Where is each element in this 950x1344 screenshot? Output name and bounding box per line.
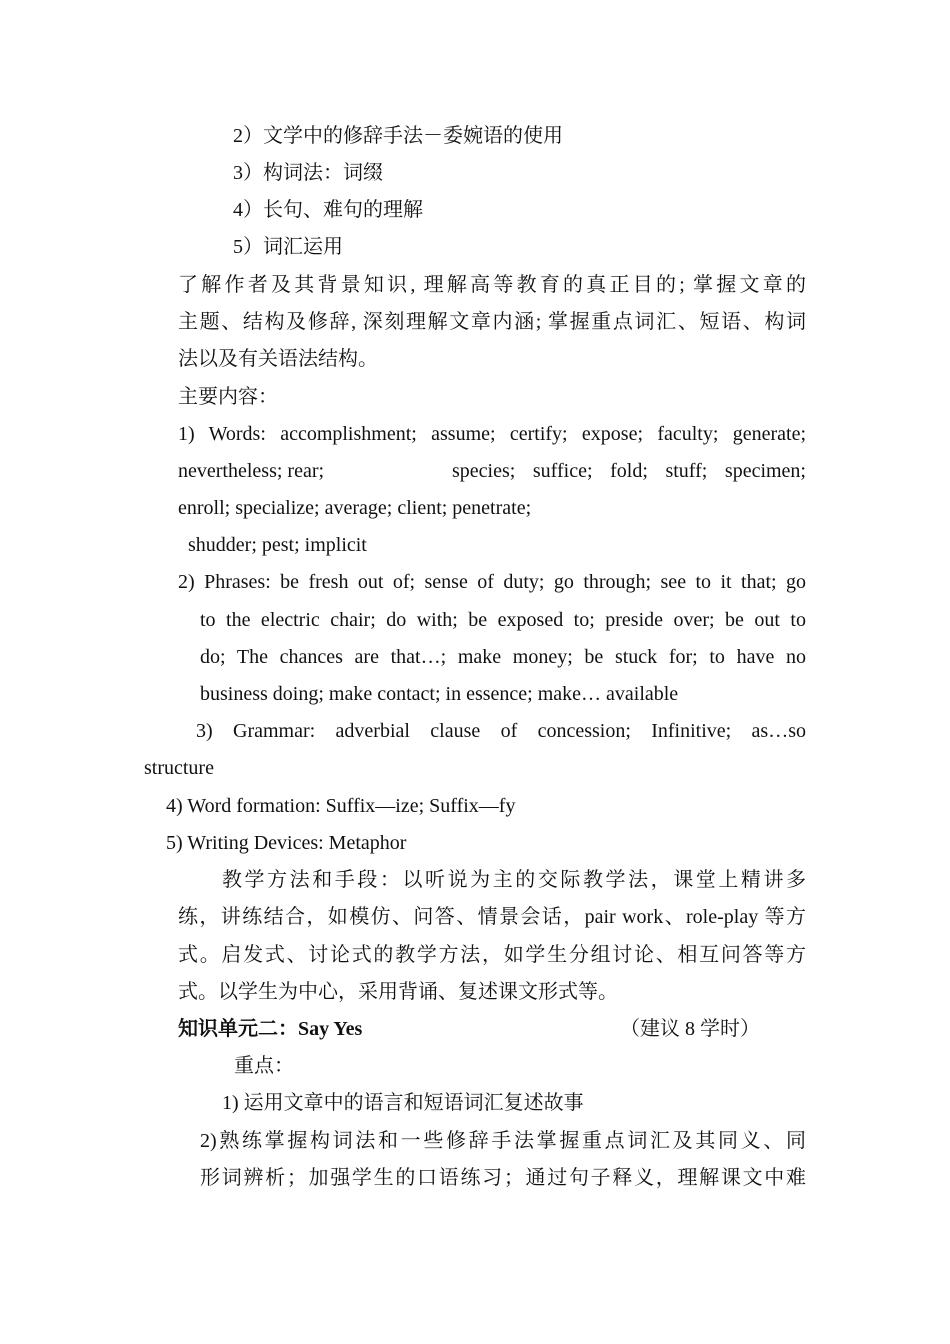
main-content-label: 主要内容： (178, 386, 278, 408)
unit-title: 知识单元二：Say Yes (178, 1018, 363, 1040)
methods-line: 式。启发式、讨论式的教学方法，如学生分组讨论、相互问答等方 (178, 944, 806, 966)
phrases-line: do; The chances are that…; make money; be stuck for; to have no (200, 646, 806, 668)
unit-hours: （建议 8 学时） (620, 1018, 760, 1040)
key-point-item: 形词辨析；加强学生的口语练习；通过句子释义，理解课文中难 (200, 1167, 806, 1189)
requirements-line: 主题、结构及修辞, 深刻理解文章内涵; 掌握重点词汇、短语、构词 (178, 311, 806, 333)
words-line: enroll; specialize; average; client; penetrate; (178, 497, 532, 519)
words-line: species; suffice; fold; stuff; specimen; (452, 460, 806, 482)
methods-line: 练，讲练结合，如模仿、问答、情景会话，pair work、role-play 等方 (178, 906, 806, 928)
phrases-line: 2) Phrases: be fresh out of; sense of duty; go through; see to it that; go (178, 571, 806, 593)
words-line: shudder; pest; implicit (188, 534, 367, 556)
word-formation-line: 4) Word formation: Suffix—ize; Suffix—fy (166, 795, 516, 817)
words-line: 1) Words: accomplishment; assume; certify; expose; faculty; generate; (178, 423, 806, 445)
objective-item: 4）长句、难句的理解 (233, 199, 423, 221)
objective-item: 5）词汇运用 (233, 236, 343, 258)
grammar-line: 3) Grammar: adverbial clause of concession; Infinitive; as…so (196, 720, 806, 742)
objective-item: 3）构词法：词缀 (233, 162, 383, 184)
key-point-item: 1) 运用文章中的语言和短语词汇复述故事 (222, 1092, 584, 1114)
methods-line: 教学方法和手段：以听说为主的交际教学法，课堂上精讲多 (222, 869, 806, 891)
phrases-line: business doing; make contact; in essence; make… available (200, 683, 679, 705)
requirements-line: 了解作者及其背景知识, 理解高等教育的真正目的; 掌握文章的 (178, 274, 806, 296)
key-points-label: 重点： (234, 1055, 294, 1077)
grammar-line: structure (144, 757, 214, 779)
phrases-line: to the electric chair; do with; be exposed to; preside over; be out to (200, 609, 806, 631)
words-line: nevertheless; rear; (178, 460, 325, 482)
objective-item: 2）文学中的修辞手法－委婉语的使用 (233, 125, 563, 147)
requirements-line: 法以及有关语法结构。 (178, 348, 378, 370)
methods-line: 式。以学生为中心，采用背诵、复述课文形式等。 (178, 981, 618, 1003)
key-point-item: 2)熟练掌握构词法和一些修辞手法掌握重点词汇及其同义、同 (200, 1130, 806, 1152)
writing-devices-line: 5) Writing Devices: Metaphor (166, 832, 407, 854)
